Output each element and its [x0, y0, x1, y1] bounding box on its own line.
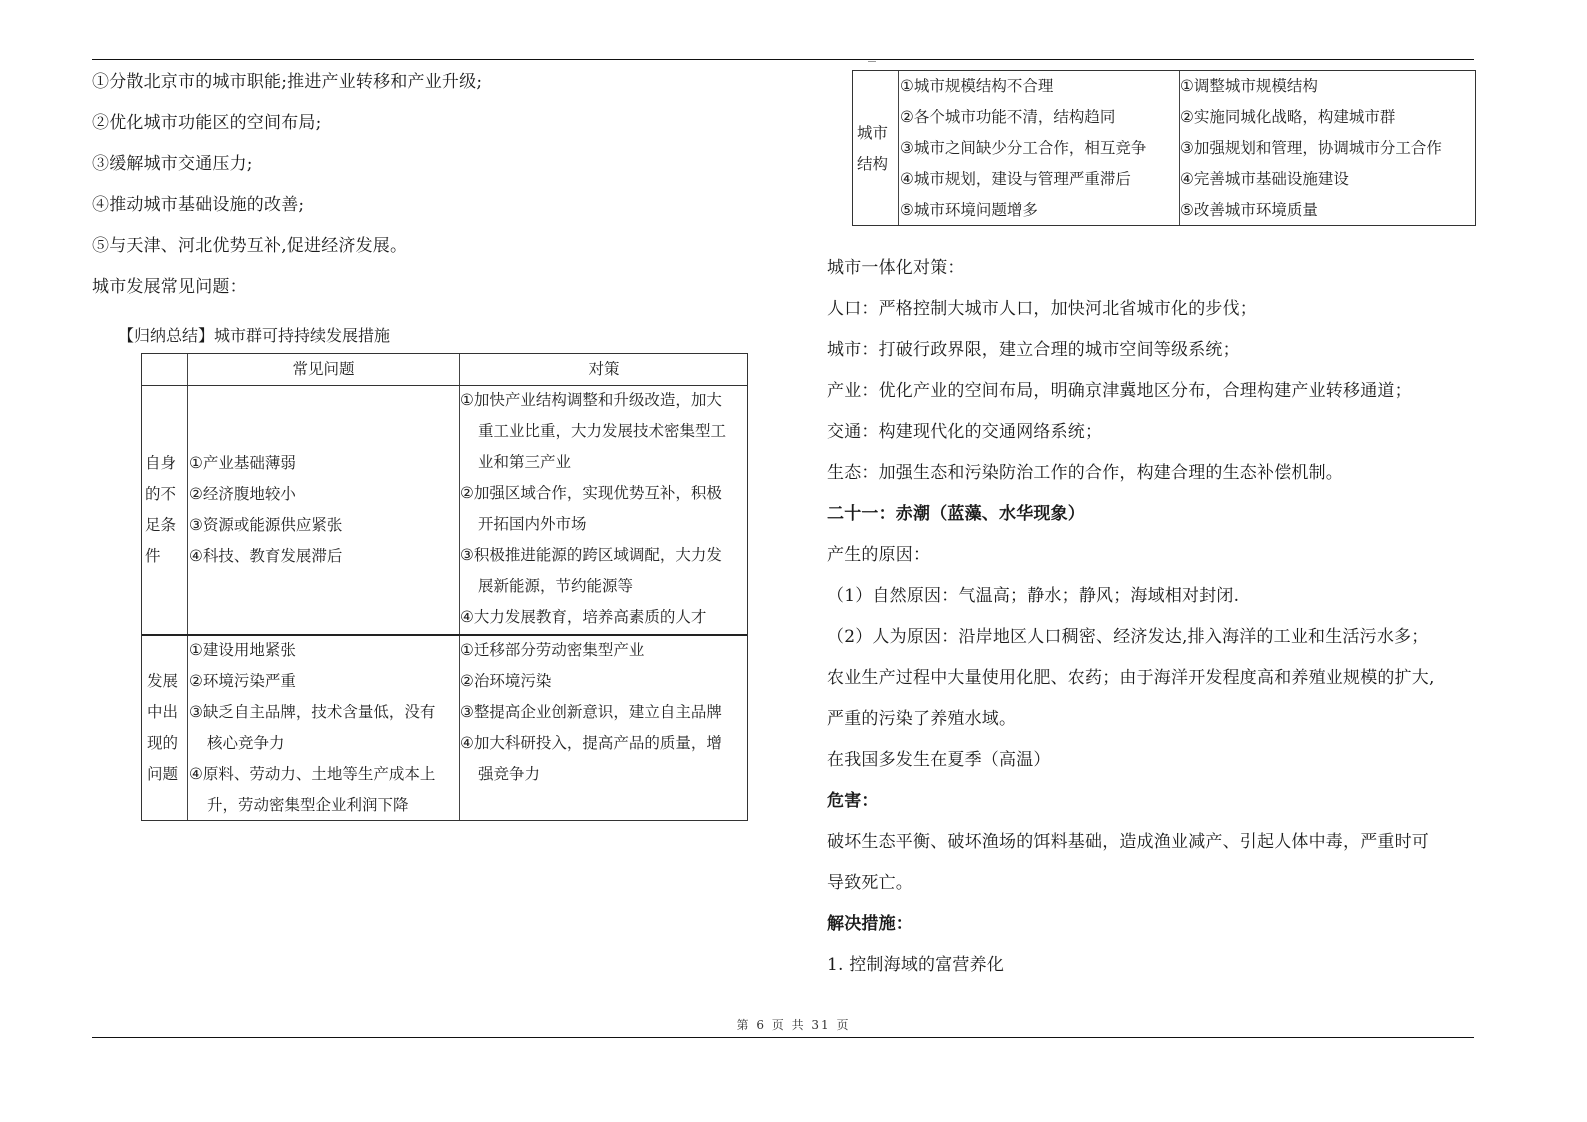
paragraph-beijing-2: ②优化城市功能区的空间布局;	[92, 113, 322, 133]
row-problems-city-structure	[900, 71, 1179, 226]
category-line: 件	[145, 547, 161, 565]
row-category-self	[145, 448, 187, 572]
paragraph-beijing-4: ④推动城市基础设施的改善;	[92, 195, 305, 215]
city-structure-table	[852, 70, 1476, 226]
measure-line: ③积极推进能源的跨区域调配，大力发	[460, 546, 722, 564]
integration-industry: 产业：优化产业的空间布局，明确京津冀地区分布，合理构建产业转移通道；	[827, 381, 1412, 401]
problem-line: ②经济腹地较小	[189, 485, 296, 503]
category-line: 现的	[147, 734, 179, 752]
paragraph-beijing-3: ③缓解城市交通压力;	[92, 154, 253, 174]
row-measures-development	[460, 635, 748, 790]
cause-human-2: 农业生产过程中大量使用化肥、农药；由于海洋开发程度高和养殖业规模的扩大,	[827, 668, 1435, 688]
integration-heading: 城市一体化对策：	[827, 258, 965, 278]
measure-line: ③整提高企业创新意识，建立自主品牌	[460, 703, 722, 721]
integration-ecology: 生态：加强生态和污染防治工作的合作，构建合理的生态补偿机制。	[827, 463, 1343, 483]
row-problems-self	[189, 448, 457, 572]
harm-line-2: 导致死亡。	[827, 873, 913, 893]
category-line: 城市	[857, 124, 889, 142]
paragraph-common-problems: 城市发展常见问题：	[92, 277, 247, 297]
footer-rule	[92, 1037, 1474, 1038]
header-tick-mark	[868, 61, 876, 62]
problem-line: ③资源或能源供应紧张	[189, 516, 343, 534]
measure-line: 强竞争力	[478, 765, 541, 783]
row-category-city-structure	[857, 118, 897, 180]
measure-line: ①迁移部分劳动密集型产业	[460, 641, 645, 659]
harm-heading: 危害：	[827, 791, 879, 811]
measure-line: ④加大科研投入，提高产品的质量，增	[460, 734, 722, 752]
page-number: 第 6 页 共 31 页	[736, 1018, 851, 1032]
problem-line: ③城市之间缺少分工合作，相互竞争	[900, 139, 1147, 157]
measure-line: 开拓国内外市场	[478, 515, 587, 533]
paragraph-beijing-5: ⑤与天津、河北优势互补,促进经济发展。	[92, 236, 408, 256]
problem-line: ④城市规划，建设与管理严重滞后	[900, 170, 1131, 188]
measure-line: ⑤改善城市环境质量	[1180, 201, 1318, 219]
category-line: 中出	[147, 703, 179, 721]
header-cell-measures: 对策	[588, 360, 620, 378]
measure-line: ②实施同城化战略，构建城市群	[1180, 108, 1396, 126]
row-measures-city-structure	[1180, 71, 1476, 226]
category-line: 结构	[857, 155, 889, 173]
table-caption: 【归纳总结】城市群可持持续发展措施	[118, 326, 391, 345]
measure-line: ②治环境污染	[460, 672, 552, 690]
problem-line: ②环境污染严重	[189, 672, 296, 690]
cause-human-3: 严重的污染了养殖水域。	[827, 709, 1017, 729]
measure-line: ①加快产业结构调整和升级改造，加大	[460, 391, 722, 409]
measure-line: ①调整城市规模结构	[1180, 77, 1318, 95]
category-line: 问题	[147, 765, 179, 783]
category-line: 自身	[145, 454, 177, 472]
cause-natural: （1）自然原因：气温高；静水；静风；海域相对封闭.	[827, 586, 1240, 606]
integration-transport: 交通：构建现代化的交通网络系统；	[827, 422, 1103, 442]
row-category-development	[147, 666, 189, 790]
problem-line: 核心竞争力	[207, 734, 285, 752]
paragraph-beijing-1: ①分散北京市的城市职能;推进产业转移和产业升级;	[92, 72, 483, 92]
solution-heading: 解决措施：	[827, 914, 913, 934]
measure-line: 业和第三产业	[478, 453, 572, 471]
cause-human-1: （2）人为原因：沿岸地区人口稠密、经济发达,排入海洋的工业和生活污水多；	[827, 627, 1429, 647]
row-measures-self	[460, 385, 748, 633]
problem-line: ①城市规模结构不合理	[900, 77, 1054, 95]
measure-line: ④大力发展教育，培养高素质的人才	[460, 608, 707, 626]
problem-line: ②各个城市功能不清，结构趋同	[900, 108, 1116, 126]
measure-line: 展新能源，节约能源等	[478, 577, 634, 595]
solution-1: 1. 控制海域的富营养化	[827, 955, 1005, 975]
header-cell-problems: 常见问题	[292, 360, 355, 378]
section-title-red-tide: 二十一：赤潮（蓝藻、水华现象）	[827, 504, 1085, 524]
season-note: 在我国多发生在夏季（高温）	[827, 750, 1051, 770]
table-divider	[898, 71, 899, 225]
category-line: 发展	[147, 672, 179, 690]
measure-line: ③加强规划和管理，协调城市分工合作	[1180, 139, 1442, 157]
problem-line: ④科技、教育发展滞后	[189, 547, 343, 565]
problem-line: ①建设用地紧张	[189, 641, 296, 659]
measure-line: 重工业比重，大力发展技术密集型工	[478, 422, 727, 440]
measure-line: ④完善城市基础设施建设	[1180, 170, 1349, 188]
sustainable-measures-table	[141, 353, 748, 821]
problem-line: 升，劳动密集型企业利润下降	[207, 796, 409, 814]
category-line: 足条	[145, 516, 177, 534]
row-problems-development	[189, 635, 459, 821]
problem-line: ①产业基础薄弱	[189, 454, 296, 472]
causes-heading: 产生的原因：	[827, 545, 931, 565]
header-rule	[92, 59, 1474, 60]
integration-city: 城市：打破行政界限，建立合理的城市空间等级系统；	[827, 340, 1240, 360]
integration-population: 人口：严格控制大城市人口，加快河北省城市化的步伐；	[827, 299, 1257, 319]
measure-line: ②加强区域合作，实现优势互补，积极	[460, 484, 722, 502]
problem-line: ⑤城市环境问题增多	[900, 201, 1038, 219]
problem-line: ③缺乏自主品牌，技术含量低，没有	[189, 703, 436, 721]
harm-line-1: 破坏生态平衡、破坏渔场的饵料基础，造成渔业减产、引起人体中毒，严重时可	[827, 832, 1429, 852]
header-cell-empty	[142, 354, 187, 385]
category-line: 的不	[145, 485, 177, 503]
problem-line: ④原料、劳动力、土地等生产成本上	[189, 765, 436, 783]
